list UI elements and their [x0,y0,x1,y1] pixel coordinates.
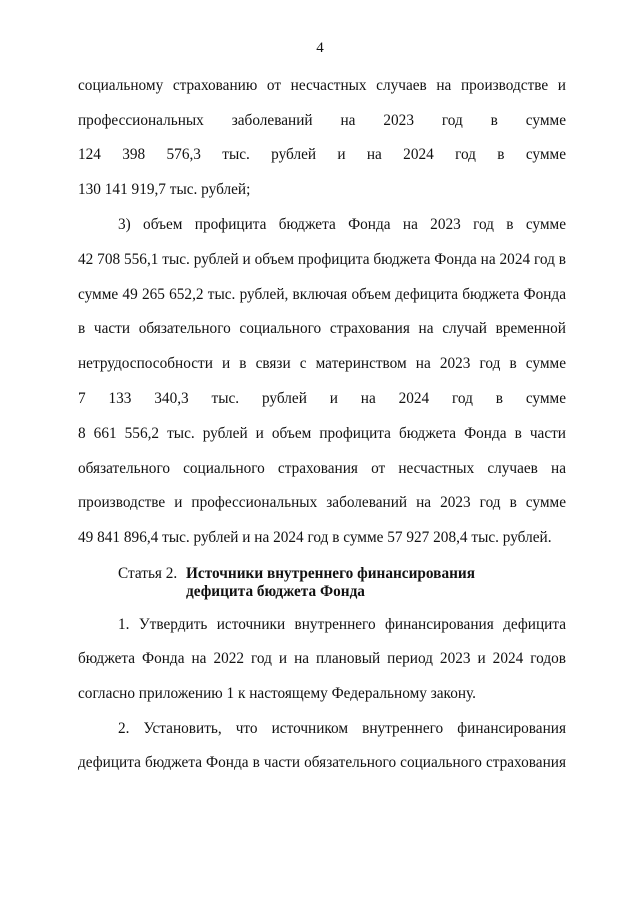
text-line: 42 708 556,1 тыс. рублей и объем профицита бюджета Фонда на 2024 год в [78,251,566,268]
text-line: 2. Установить, что источником внутреннего финансирования [118,720,566,737]
article-title: Источники внутреннего финансирования [186,565,475,582]
text-line: 49 841 896,4 тыс. рублей и на 2024 год в сумме 57 927 208,4 тыс. рублей. [78,529,552,546]
text-line: бюджета Фонда на 2022 год и на плановый период 2023 и 2024 годов [78,650,566,667]
page-number: 4 [316,40,324,56]
text-line: 8 661 556,2 тыс. рублей и объем профицита бюджета Фонда в части [78,425,566,442]
article-title-continued: дефицита бюджета Фонда [186,583,365,600]
text-line: 130 141 919,7 тыс. рублей; [78,181,251,198]
text-line: сумме 49 265 652,2 тыс. рублей, включая объем дефицита бюджета Фонда [78,286,566,303]
text-line: обязательного социального страхования от несчастных случаев на [78,460,566,477]
text-line: 1. Утвердить источники внутреннего финансирования дефицита [118,616,566,633]
text-line: социальному страхованию от несчастных случаев на производстве и [78,77,566,94]
text-line: 7 133 340,3 тыс. рублей и на 2024 год в сумме [78,390,566,407]
text-line: дефицита бюджета Фонда в части обязательного социального страхования [78,754,566,771]
text-line: нетрудоспособности и в связи с материнством на 2023 год в сумме [78,355,566,372]
text-line: в части обязательного социального страхования на случай временной [78,320,566,337]
text-line: 124 398 576,3 тыс. рублей и на 2024 год в сумме [78,146,566,163]
text-line: профессиональных заболеваний на 2023 год в сумме [78,112,566,129]
text-line: производстве и профессиональных заболеваний на 2023 год в сумме [78,494,566,511]
article-label: Статья 2. [118,565,178,582]
text-line: 3) объем профицита бюджета Фонда на 2023 год в сумме [118,216,566,233]
text-line: согласно приложению 1 к настоящему Федеральному закону. [78,685,476,702]
